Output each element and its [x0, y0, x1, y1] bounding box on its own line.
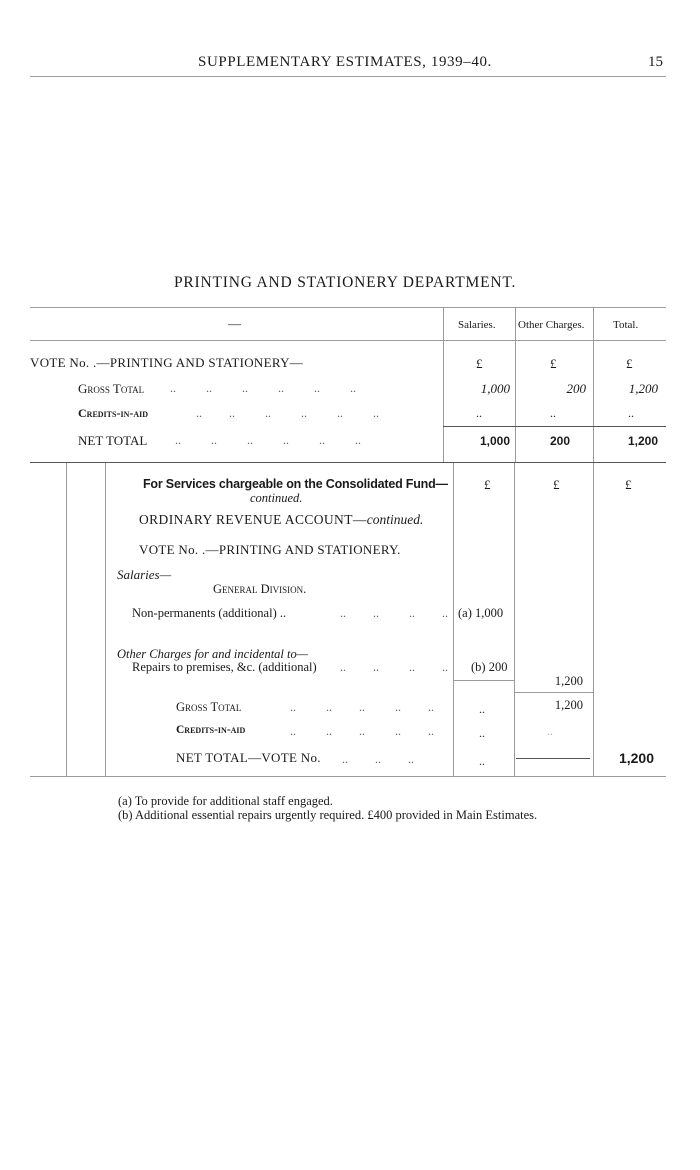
pound-total: £ — [626, 356, 633, 371]
running-header — [0, 54, 700, 74]
summary-net-total: 1,200 — [627, 434, 658, 448]
footnote-a: (a) To provide for additional staff engaged. — [118, 794, 333, 808]
summary-credits-total: .. — [628, 406, 634, 420]
detail-heading-continued: continued. — [250, 491, 303, 505]
general-division-label: General Division. — [213, 582, 307, 596]
other-subtotal: 1,200 — [554, 674, 583, 688]
detail-credits-label: Credits-in-aid — [176, 724, 246, 736]
detail-credits-leader: .. .. .. .. .. — [290, 724, 434, 738]
header-title: SUPPLEMENTARY ESTIMATES, 1939–40. — [198, 54, 492, 70]
header-rule — [30, 76, 666, 77]
page-number: 15 — [648, 54, 663, 70]
salaries-label: Salaries— — [117, 567, 172, 582]
repairs-value: (b) 200 — [471, 660, 508, 674]
summary-gross-leader: .. .. .. .. .. .. — [170, 381, 356, 395]
summary-credits-other: .. — [550, 406, 556, 420]
col-salaries-header: Salaries. — [458, 319, 496, 331]
department-title: PRINTING AND STATIONERY DEPARTMENT. — [174, 274, 517, 291]
detail-gross-salaries: .. — [479, 702, 485, 716]
nonperm-value: (a) 1,000 — [458, 606, 504, 620]
summary-credits-label: Credits-in-aid — [78, 406, 149, 420]
detail-net-leader: .. .. .. — [342, 752, 414, 766]
pound-salaries: £ — [476, 356, 483, 371]
detail-net-total: 1,200 — [618, 750, 654, 766]
footnote-b: (b) Additional essential repairs urgently required. £400 provided in Main Estimates. — [118, 808, 538, 822]
account-continued: continued. — [366, 512, 424, 527]
summary-top-rule — [30, 307, 666, 308]
detail-pound-total: £ — [625, 477, 632, 492]
other-charges-label: Other Charges for and incidental to— — [117, 647, 308, 661]
detail-left-rule-1 — [66, 463, 67, 776]
summary-net-other: 200 — [549, 434, 570, 448]
account-name: ORDINARY REVENUE ACCOUNT— — [139, 512, 367, 527]
vote-heading: VOTE No. .—PRINTING AND STATIONERY. — [139, 542, 401, 557]
detail-net-salaries: .. — [479, 754, 485, 768]
repairs-label: Repairs to premises, &c. (additional) — [132, 660, 317, 674]
summary-bottom-rule — [30, 462, 666, 463]
vote-line: VOTE No. .—PRINTING AND STATIONERY— — [30, 355, 304, 370]
summary-net-salaries: 1,000 — [479, 434, 510, 448]
col-other-header: Other Charges. — [518, 319, 585, 331]
detail-net-label: NET TOTAL—VOTE No. — [176, 750, 321, 765]
detail-col-divider-2 — [514, 463, 515, 776]
summary-header-rule — [30, 340, 666, 341]
summary-col-divider-1 — [443, 307, 444, 462]
detail-pound-other: £ — [553, 477, 560, 492]
detail-gross-leader: .. .. .. .. .. — [290, 700, 434, 714]
summary-net-leader: .. .. .. .. .. .. — [175, 433, 361, 447]
summary-credits-salaries: .. — [476, 406, 482, 420]
summary-gross-label: Gross Total — [78, 381, 145, 396]
col-blank-header: — — [228, 316, 241, 331]
col-total-header: Total. — [613, 319, 639, 331]
detail-bottom-rule — [30, 776, 666, 777]
other-subtotal-rule-2 — [514, 692, 593, 693]
nonperm-leader: .. .. .. .. — [340, 606, 448, 620]
summary-col-divider-2 — [515, 307, 516, 462]
detail-col-divider-1 — [453, 463, 454, 776]
detail-left-rule-2 — [105, 463, 106, 776]
detail-credits-other: .. — [547, 724, 553, 738]
summary-gross-salaries: 1,000 — [480, 381, 510, 396]
summary-credits-leader: .. .. .. .. .. .. — [196, 406, 379, 420]
summary-gross-other: 200 — [566, 381, 586, 396]
nonperm-label: Non-permanents (additional) .. — [132, 606, 287, 620]
summary-gross-total: 1,200 — [628, 381, 658, 396]
pound-other: £ — [550, 356, 557, 371]
detail-gross-other: 1,200 — [554, 698, 583, 712]
detail-pound-salaries: £ — [484, 477, 491, 492]
other-subtotal-rule — [453, 680, 514, 681]
repairs-leader: .. .. .. .. — [340, 660, 448, 674]
detail-net-other-rule — [516, 758, 590, 759]
summary-net-label: NET TOTAL — [78, 433, 148, 448]
detail-heading: For Services chargeable on the Consolidated Fund— — [143, 477, 448, 491]
summary-col-divider-3 — [593, 307, 594, 462]
detail-credits-salaries: .. — [479, 726, 485, 740]
summary-net-rule-top — [443, 426, 666, 427]
detail-col-divider-3 — [593, 463, 594, 776]
account-heading — [139, 512, 423, 528]
detail-gross-label: Gross Total — [176, 700, 242, 714]
